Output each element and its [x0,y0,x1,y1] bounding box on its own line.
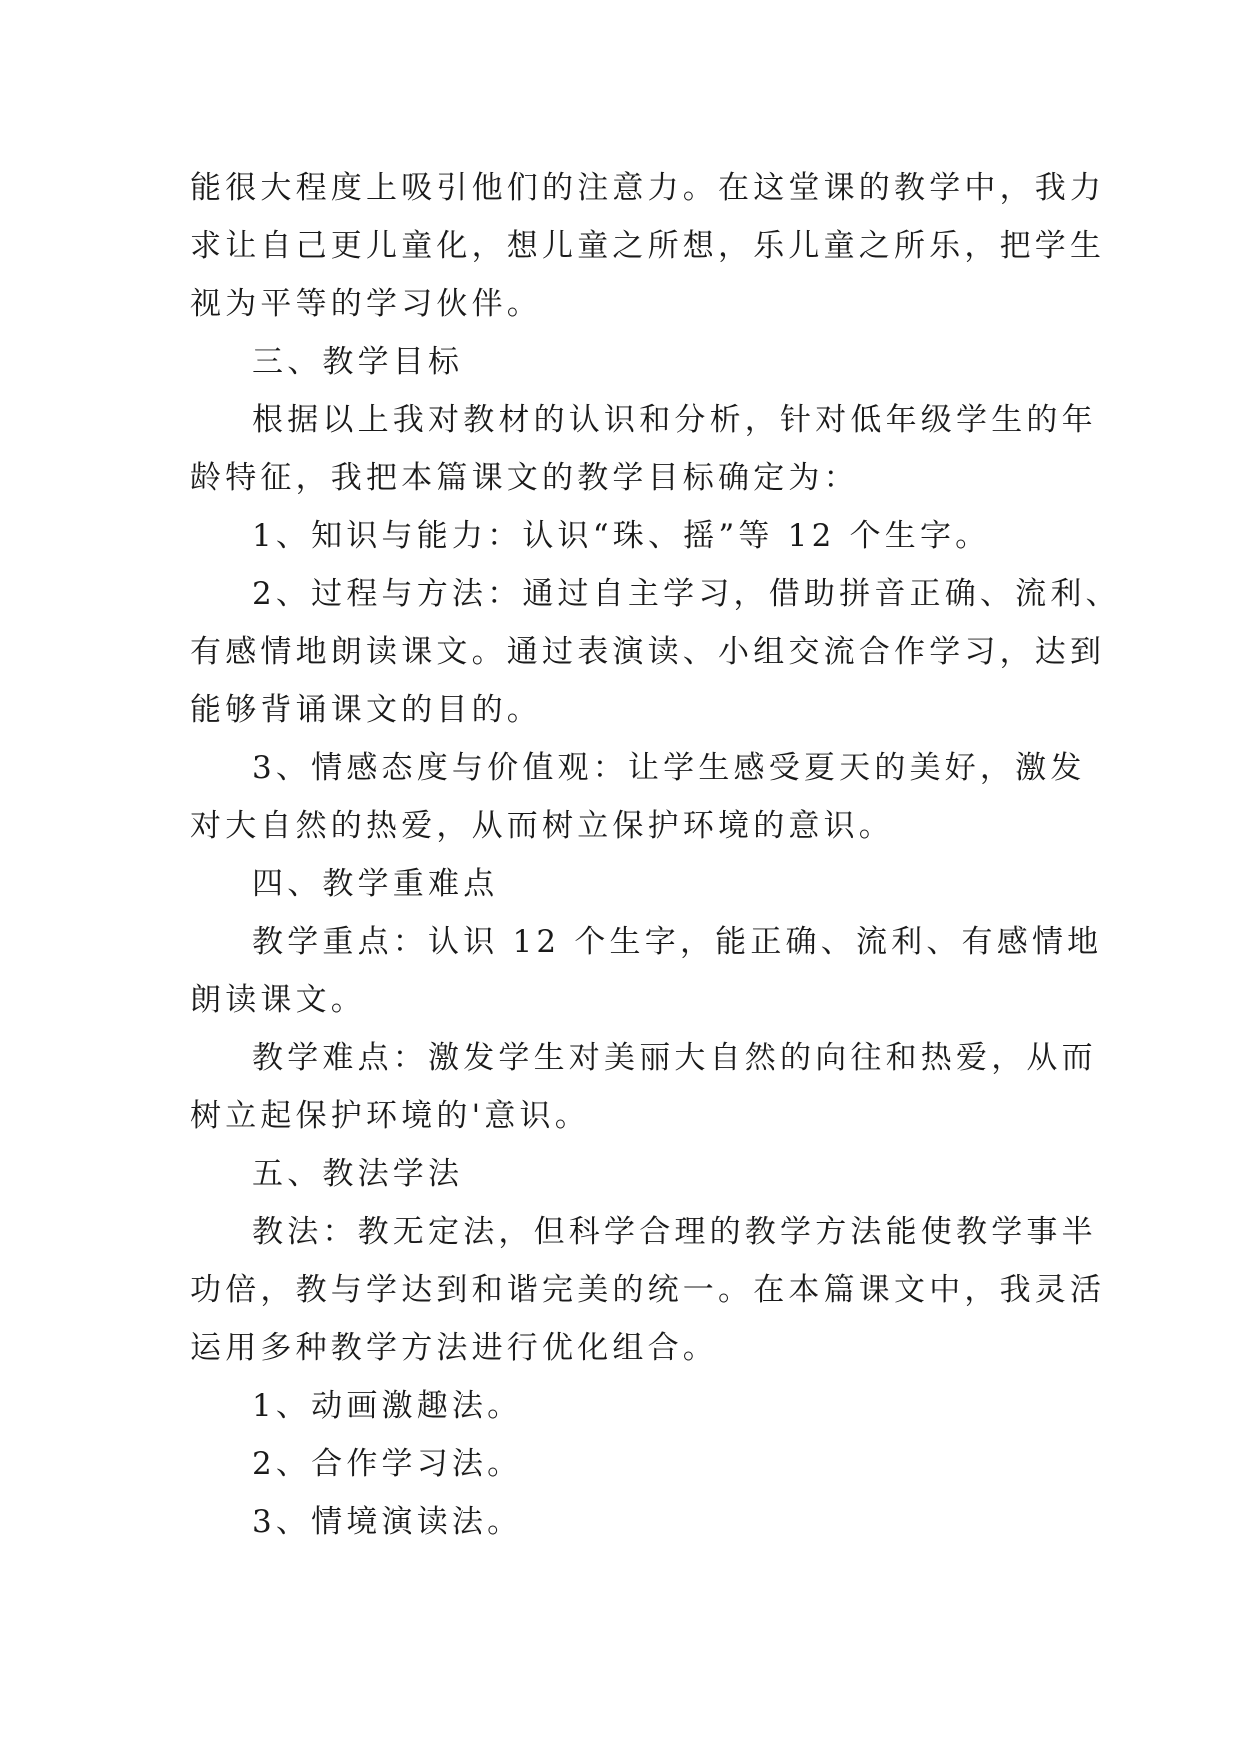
paragraph-line: 龄特征，我把本篇课文的教学目标确定为： [190,460,859,496]
list-item: 2、过程与方法：通过自主学习，借助拼音正确、流利、 [252,576,1121,612]
paragraph-line: 朗读课文。 [190,982,366,1018]
paragraph-line: 能很大程度上吸引他们的注意力。在这堂课的教学中，我力 [190,170,1106,206]
paragraph-line: 求让自己更儿童化，想儿童之所想，乐儿童之所乐，把学生 [190,228,1106,264]
list-item: 1、动画激趣法。 [252,1388,523,1424]
paragraph-line: 教学难点：激发学生对美丽大自然的向往和热爱，从而 [252,1040,1097,1076]
list-item: 1、知识与能力：认识“珠、摇”等 12 个生字。 [252,518,991,554]
paragraph-line: 对大自然的热爱，从而树立保护环境的意识。 [190,808,894,844]
paragraph-line: 根据以上我对教材的认识和分析，针对低年级学生的年 [252,402,1097,438]
paragraph-line: 教法：教无定法，但科学合理的教学方法能使教学事半 [252,1214,1097,1250]
list-item: 2、合作学习法。 [252,1446,523,1482]
list-item: 3、情境演读法。 [252,1504,523,1540]
list-item: 3、情感态度与价值观：让学生感受夏天的美好，激发 [252,750,1086,786]
section-heading-4: 四、教学重难点 [252,866,499,902]
paragraph-line: 有感情地朗读课文。通过表演读、小组交流合作学习，达到 [190,634,1106,670]
section-heading-3: 三、教学目标 [252,344,464,380]
paragraph-line: 视为平等的学习伙伴。 [190,286,542,322]
section-heading-5: 五、教法学法 [252,1156,464,1192]
paragraph-line: 运用多种教学方法进行优化组合。 [190,1330,718,1366]
paragraph-line: 功倍，教与学达到和谐完美的统一。在本篇课文中，我灵活 [190,1272,1106,1308]
paragraph-line: 树立起保护环境的'意识。 [190,1098,590,1134]
paragraph-line: 教学重点：认识 12 个生字，能正确、流利、有感情地 [252,924,1103,960]
paragraph-line: 能够背诵课文的目的。 [190,692,542,728]
